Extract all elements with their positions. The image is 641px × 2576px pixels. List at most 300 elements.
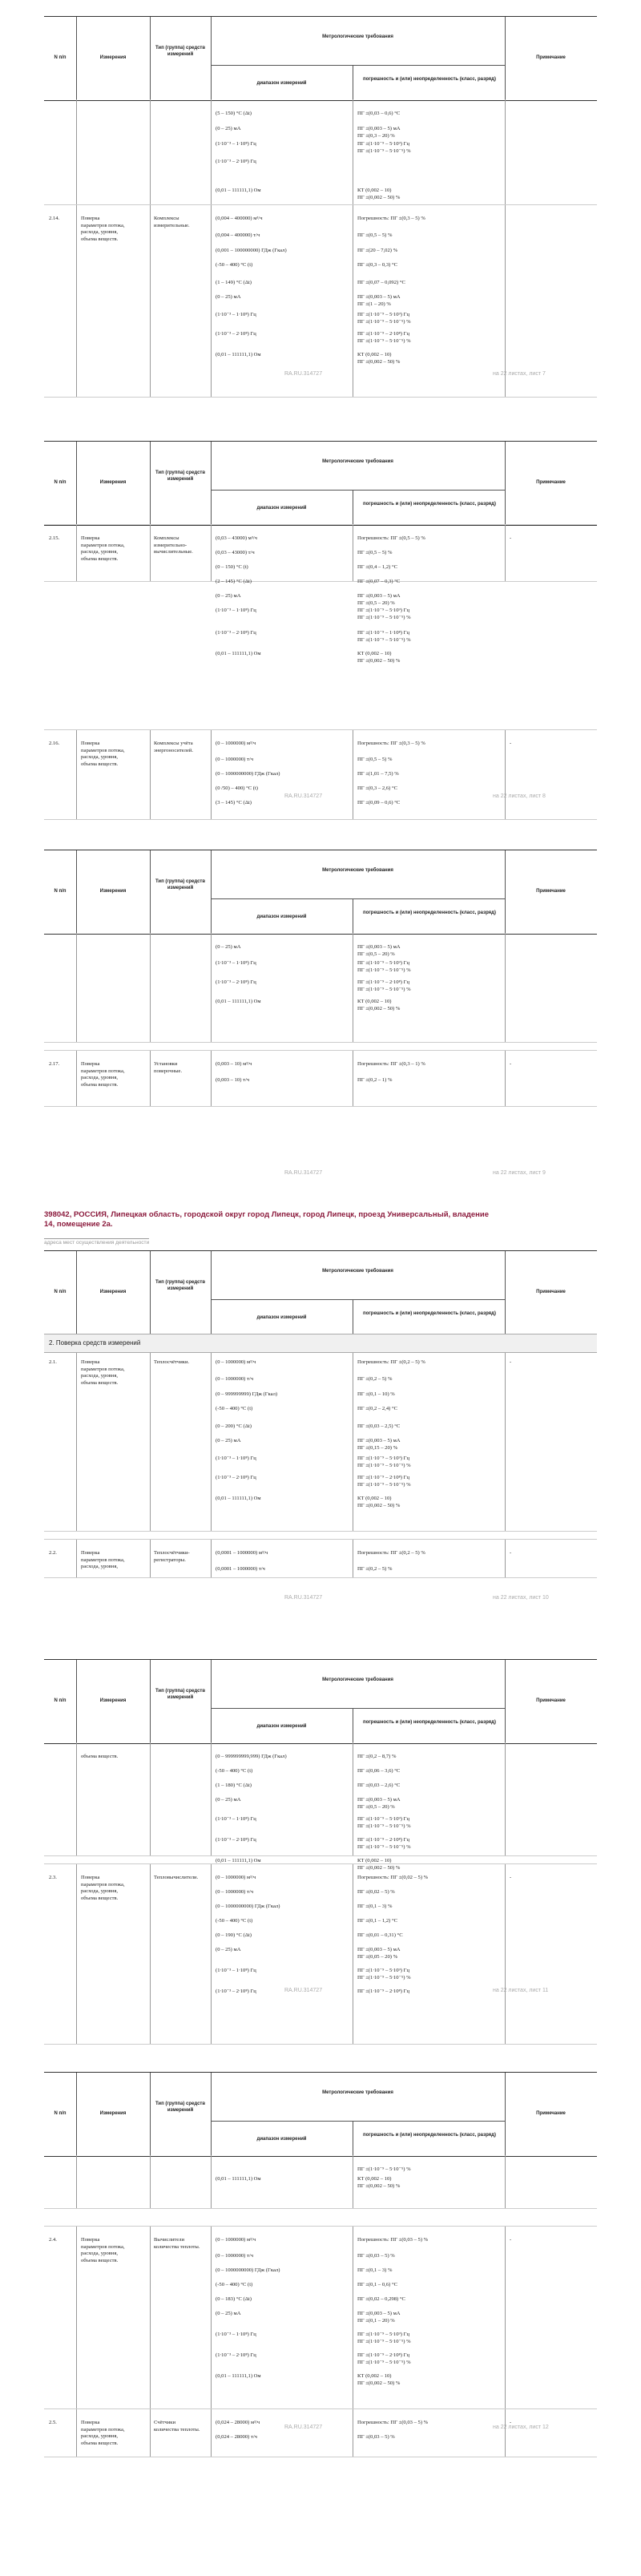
range-value: (0 – 25) мА bbox=[216, 294, 241, 300]
header-num: N п/п bbox=[54, 889, 67, 894]
range-value: (1∙10⁻³ – 2∙10⁸) Гц bbox=[216, 630, 256, 636]
header-range: диапазон измерений bbox=[256, 1724, 307, 1729]
header-divider bbox=[211, 1251, 212, 1334]
row-divider bbox=[76, 1348, 77, 1531]
header-error: погрешность и (или) неопределенность (класс, разряд) bbox=[363, 1720, 496, 1725]
range-value: (0 – 25) мА bbox=[216, 126, 241, 131]
row-separator bbox=[44, 1106, 597, 1107]
error-value: КТ (0,002 – 10) ПГ ±(0,002 – 50) % bbox=[357, 1858, 401, 1871]
error-value: ПГ ±(1∙10⁻⁹ – 5∙10⁹) Гц ПГ ±(1∙10⁻⁹ – 5∙10⁻⁵) % bbox=[357, 1456, 411, 1468]
error-value: КТ (0,002 – 10) ПГ ±(0,002 – 50) % bbox=[357, 352, 401, 365]
row-divider bbox=[150, 933, 151, 1042]
row-divider bbox=[211, 99, 212, 204]
row-number: 2.4. bbox=[49, 2237, 57, 2243]
row-divider bbox=[150, 2155, 151, 2208]
range-value: (0 – 150) °С (t) bbox=[216, 564, 248, 570]
range-value: (0 – 999999999,999) ГДж (Гкал) bbox=[216, 1754, 287, 1759]
header-type: Тип (группа) средств измерений bbox=[155, 1280, 206, 1291]
header-note: Примечание bbox=[536, 1290, 566, 1294]
error-value: ПГ ±(0,07 – 0,092) °С bbox=[357, 280, 405, 285]
range-value: (0,01 – 111111,1) Ом bbox=[216, 999, 261, 1004]
range-value: (0 – 25) мА bbox=[216, 944, 241, 950]
error-value: ПГ ±(0,5 – 5) % bbox=[357, 232, 393, 238]
range-value: (0,004 – 400000) м³/ч bbox=[216, 216, 263, 221]
range-value: (1 – 149) °С (Δt) bbox=[216, 280, 252, 285]
error-value: Погрешность: ПГ ±(0,2 – 5) % bbox=[357, 1359, 425, 1365]
row-type: Тепловычислители. bbox=[154, 1875, 199, 1880]
range-value: (1∙10⁻³ – 1∙10⁸) Гц bbox=[216, 2332, 256, 2337]
row-number: 2.15. bbox=[49, 535, 60, 541]
error-value: ПГ ±(0,1 – 1,2) °С bbox=[357, 1918, 397, 1924]
error-value: Погрешность: ПГ ±(0,03 – 5) % bbox=[357, 2237, 429, 2243]
error-value: Погрешность: ПГ ±(0,3 – 5) % bbox=[357, 741, 425, 746]
row-note: - bbox=[510, 535, 512, 541]
row-separator bbox=[44, 1855, 597, 1856]
header-error: погрешность и (или) неопределенность (класс, разряд) bbox=[363, 2133, 496, 2138]
header-rule bbox=[211, 1708, 505, 1709]
header-measurements: Измерения bbox=[99, 889, 127, 894]
header-error: погрешность и (или) неопределенность (класс, разряд) bbox=[363, 1311, 496, 1316]
document-page bbox=[44, 441, 597, 805]
error-value: ПГ ±(0,03 – 2,6) °С bbox=[357, 1783, 401, 1788]
error-value: ПГ ±(1∙10⁻⁹ – 1∙10⁸) Гц ПГ ±(1∙10⁻⁹ – 5∙10⁻⁵) % bbox=[357, 630, 411, 643]
row-type: Счётчики количества теплоты. bbox=[154, 2420, 200, 2433]
range-value: (0 – 25) мА bbox=[216, 593, 241, 599]
range-value: (0,004 – 400000) т/ч bbox=[216, 232, 260, 238]
header-measurements: Измерения bbox=[99, 480, 127, 485]
error-value: ПГ ±(0,02 – 5) % bbox=[357, 1889, 395, 1895]
range-value: (2 – 145) °С (Δt) bbox=[216, 579, 252, 584]
footer-page-number: на 22 листах, лист 10 bbox=[493, 1595, 549, 1601]
range-value: (1∙10⁻³ – 1∙10⁸) Гц bbox=[216, 1968, 256, 1973]
error-value: ПГ ±(0,4 – 1,2) °С bbox=[357, 564, 397, 570]
header-metro: Метрологические требования bbox=[322, 34, 393, 39]
row-separator bbox=[44, 524, 597, 525]
range-value: (0,01 – 111111,1) Ом bbox=[216, 352, 261, 357]
error-value: ПГ ±(0,2 – 5) % bbox=[357, 1376, 393, 1382]
address-heading: 398042, РОССИЯ, Липецкая область, городской округ город Липецк, город Липецк, проезд Универсальный, владение 14, помещение 2а. bbox=[44, 1210, 490, 1229]
header-type: Тип (группа) средств измерений bbox=[155, 1689, 206, 1700]
header-type: Тип (группа) средств измерений bbox=[155, 46, 206, 57]
range-value: (1∙10⁻³ – 2∙10⁸) Гц bbox=[216, 1989, 256, 1994]
error-value: ПГ ±(1∙10⁻⁹ – 5∙10⁻⁵) % bbox=[357, 2166, 411, 2172]
header-range: диапазон измерений bbox=[256, 81, 307, 86]
header-measurements: Измерения bbox=[99, 1698, 127, 1703]
range-value: (0,003 – 10) т/ч bbox=[216, 1077, 250, 1083]
row-measurement: объема веществ. bbox=[81, 1754, 119, 1759]
range-value: (1∙10⁻³ – 2∙10⁸) Гц bbox=[216, 159, 256, 164]
footer-page-number: на 22 листах, лист 7 bbox=[493, 371, 546, 377]
row-note: - bbox=[510, 2237, 512, 2243]
row-type: Теплосчётчики. bbox=[154, 1359, 190, 1365]
row-divider bbox=[76, 2226, 77, 2408]
header-note: Примечание bbox=[536, 55, 566, 60]
error-value: ПГ ±(1∙10⁻⁹ – 5∙10⁹) Гц ПГ ±(1∙10⁻⁹ – 5∙10⁻⁵) % bbox=[357, 2332, 411, 2344]
error-value: ПГ ±(1∙10⁻⁹ – 2∙10⁸) Гц ПГ ±(1∙10⁻⁹ – 5∙10⁻⁵) % bbox=[357, 1837, 411, 1850]
range-value: (1∙10⁻³ – 2∙10⁸) Гц bbox=[216, 2352, 256, 2358]
range-value: (-50 – 400) °С (t) bbox=[216, 2282, 253, 2287]
error-value: ПГ ±(1∙10⁻⁹ – 2∙10⁸) Гц ПГ ±(1∙10⁻⁹ – 5∙10⁻⁵) % bbox=[357, 979, 411, 992]
error-value: ПГ ±(0,2 – 8,7) % bbox=[357, 1754, 397, 1759]
row-note: - bbox=[510, 1550, 512, 1556]
row-type: Комплексы измерительно- вычислительные. bbox=[154, 535, 193, 555]
row-measurement: Поверка параметров потока, расхода, уровня, объема веществ. bbox=[81, 216, 125, 242]
row-divider bbox=[211, 204, 212, 397]
range-value: (0,01 – 111111,1) Ом bbox=[216, 2373, 261, 2379]
row-separator bbox=[44, 1577, 597, 1578]
range-value: (0,01 – 111111,1) Ом bbox=[216, 1496, 261, 1501]
row-number: 2.3. bbox=[49, 1875, 57, 1880]
range-value: (0,024 – 28000) м³/ч bbox=[216, 2420, 260, 2425]
error-value: ПГ ±(1∙10⁻⁹ – 5∙10⁹) Гц ПГ ±(1∙10⁻⁹ – 5∙10⁻⁵) % bbox=[357, 312, 411, 325]
row-number: 2.1. bbox=[49, 1359, 57, 1365]
error-value: ПГ ±(0,003 – 5) мА ПГ ±(0,3 – 20) % bbox=[357, 126, 401, 139]
error-value: Погрешность: ПГ ±(0,3 – 1) % bbox=[357, 1061, 425, 1067]
header-num: N п/п bbox=[54, 480, 67, 485]
footer-registration: RA.RU.314727 bbox=[284, 2425, 323, 2430]
row-measurement: Поверка параметров потока, расхода, уровня, объема веществ. bbox=[81, 1359, 125, 1386]
row-separator bbox=[44, 1863, 597, 1864]
header-note: Примечание bbox=[536, 1698, 566, 1703]
row-separator bbox=[44, 819, 597, 820]
row-divider bbox=[76, 1050, 77, 1106]
header-type: Тип (группа) средств измерений bbox=[155, 2102, 206, 2113]
error-value: ПГ ±(1∙10⁻⁹ – 2∙10⁸) Гц bbox=[357, 1989, 409, 1994]
row-measurement: Поверка параметров потока, расхода, уровня, объема веществ. bbox=[81, 535, 125, 562]
header-measurements: Измерения bbox=[99, 1290, 127, 1294]
row-note: - bbox=[510, 1061, 512, 1067]
range-value: (0 – 999999999) ГДж (Гкал) bbox=[216, 1391, 278, 1397]
range-value: (-50 – 400) °С (t) bbox=[216, 1918, 253, 1924]
range-value: (0 – 1000000000) ГДж (Гкал) bbox=[216, 771, 280, 777]
header-num: N п/п bbox=[54, 55, 67, 60]
error-value: ПГ ±(1∙10⁻⁹ – 5∙10⁹) Гц ПГ ±(1∙10⁻⁹ – 5∙10⁻⁵) % bbox=[357, 1968, 411, 1980]
range-value: (0 – 1000000000) ГДж (Гкал) bbox=[216, 1904, 280, 1909]
error-value: ПГ ±(1∙10⁻⁹ – 2∙10⁸) Гц ПГ ±(1∙10⁻⁹ – 5∙10⁻⁵) % bbox=[357, 331, 411, 344]
row-divider bbox=[76, 933, 77, 1042]
row-note: - bbox=[510, 741, 512, 746]
row-divider bbox=[211, 1742, 212, 1855]
error-value: КТ (0,002 – 10) ПГ ±(0,002 – 50) % bbox=[357, 2373, 401, 2386]
error-value: ПГ ±(0,01 – 0,31) °С bbox=[357, 1932, 403, 1938]
table-header bbox=[44, 441, 597, 526]
document-page bbox=[44, 1250, 597, 1606]
error-value: Погрешность: ПГ ±(0,03 – 5) % bbox=[357, 2420, 429, 2425]
row-separator bbox=[44, 2408, 597, 2409]
range-value: (1∙10⁻³ – 1∙10⁸) Гц bbox=[216, 1816, 256, 1822]
error-value: ПГ ±(0,03 – 5) % bbox=[357, 2253, 395, 2259]
range-value: (1∙10⁻³ – 1∙10⁸) Гц bbox=[216, 1456, 256, 1461]
document-page bbox=[44, 850, 597, 1181]
range-value: (-50 – 400) °С (t) bbox=[216, 1406, 253, 1411]
row-number: 2.17. bbox=[49, 1061, 60, 1067]
error-value: ПГ ±(0,03 – 5) % bbox=[357, 2434, 395, 2440]
range-value: (1 – 180) °С (Δt) bbox=[216, 1783, 252, 1788]
range-value: (0 – 1000000) т/ч bbox=[216, 757, 254, 762]
range-value: (0 – 200) °С (Δt) bbox=[216, 1423, 252, 1429]
row-measurement: Поверка параметров потока, расхода, уровня, объема веществ. bbox=[81, 1875, 125, 1901]
header-range: диапазон измерений bbox=[256, 1315, 307, 1320]
error-value: ПГ ±(0,003 – 5) мА ПГ ±(0,15 – 20) % bbox=[357, 1438, 401, 1451]
header-divider bbox=[211, 17, 212, 100]
row-divider bbox=[211, 2226, 212, 2408]
range-value: (0 – 1000000) м³/ч bbox=[216, 1359, 256, 1365]
header-metro: Метрологические требования bbox=[322, 459, 393, 464]
row-divider bbox=[211, 1050, 212, 1106]
error-value: КТ (0,002 – 10) ПГ ±(0,002 – 50) % bbox=[357, 188, 401, 200]
header-num: N п/п bbox=[54, 1290, 67, 1294]
row-divider bbox=[150, 1742, 151, 1855]
row-separator bbox=[44, 1050, 597, 1051]
header-num: N п/п bbox=[54, 1698, 67, 1703]
error-value: ПГ ±(0,003 – 5) мА ПГ ±(0,5 – 20) % bbox=[357, 944, 401, 957]
range-value: (0 – 183) °С (Δt) bbox=[216, 2296, 252, 2302]
range-value: (0 – 1000000000) ГДж (Гкал) bbox=[216, 2267, 280, 2273]
row-note: - bbox=[510, 1359, 512, 1365]
header-measurements: Измерения bbox=[99, 55, 127, 60]
error-value: КТ (0,002 – 10) ПГ ±(0,002 – 50) % bbox=[357, 651, 401, 664]
range-value: (1∙10⁻³ – 1∙10⁸) Гц bbox=[216, 141, 256, 147]
row-number: 2.14. bbox=[49, 216, 60, 221]
row-number: 2.2. bbox=[49, 1550, 57, 1556]
header-divider bbox=[150, 442, 151, 525]
range-value: (-50 – 400) °С (t) bbox=[216, 1768, 253, 1774]
range-value: (1∙10⁻³ – 1∙10⁸) Гц bbox=[216, 608, 256, 613]
error-value: ПГ ±(0,3 – 2,6) °С bbox=[357, 785, 397, 791]
header-divider bbox=[211, 1660, 212, 1743]
error-value: ПГ ±(0,02 – 0,298) °С bbox=[357, 2296, 405, 2302]
footer-registration: RA.RU.314727 bbox=[284, 1595, 323, 1601]
error-value: ПГ ±(0,1 – 3) % bbox=[357, 2267, 393, 2273]
range-value: (0 – 1000000) м³/ч bbox=[216, 2237, 256, 2243]
row-separator bbox=[44, 2208, 597, 2209]
error-value: Погрешность: ПГ ±(0,2 – 5) % bbox=[357, 1550, 425, 1556]
table-header bbox=[44, 2072, 597, 2157]
range-value: (3 – 145) °С (Δt) bbox=[216, 800, 252, 806]
header-note: Примечание bbox=[536, 2111, 566, 2116]
footer-registration: RA.RU.314727 bbox=[284, 793, 323, 799]
header-num: N п/п bbox=[54, 2111, 67, 2116]
row-divider bbox=[76, 729, 77, 819]
header-rule bbox=[211, 2121, 505, 2122]
row-divider bbox=[211, 933, 212, 1042]
row-number: 2.5. bbox=[49, 2420, 57, 2425]
header-error: погрешность и (или) неопределенность (класс, разряд) bbox=[363, 502, 496, 507]
footer-page-number: на 22 листах, лист 11 bbox=[493, 1988, 549, 1993]
range-value: (0,03 – 43000) м³/ч bbox=[216, 535, 257, 541]
error-value: ПГ ±(1,01 – 7,5) % bbox=[357, 771, 399, 777]
row-type: Теплосчётчики- регистраторы. bbox=[154, 1550, 190, 1563]
footer-page-number: на 22 листах, лист 8 bbox=[493, 793, 546, 799]
row-divider bbox=[150, 1539, 151, 1577]
range-value: (0 – 1000000) т/ч bbox=[216, 1889, 254, 1895]
error-value: ПГ ±(0,1 – 3) % bbox=[357, 1904, 393, 1909]
header-divider bbox=[150, 1251, 151, 1334]
range-value: (0 – 1000000) м³/ч bbox=[216, 741, 256, 746]
table-header bbox=[44, 16, 597, 101]
row-separator bbox=[44, 1539, 597, 1540]
error-value: ПГ ±(0,1 – 0,6) °С bbox=[357, 2282, 397, 2287]
range-value: (0 – 25) мА bbox=[216, 1797, 241, 1803]
range-value: (0,024 – 28000) т/ч bbox=[216, 2434, 257, 2440]
row-measurement: Поверка параметров потока, расхода, уровня, объема веществ. bbox=[81, 2420, 125, 2446]
header-error: погрешность и (или) неопределенность (класс, разряд) bbox=[363, 77, 496, 82]
row-note: - bbox=[510, 1875, 512, 1880]
row-measurement: Поверка параметров потока, расхода, уровня, объема веществ. bbox=[81, 1061, 125, 1088]
table-header bbox=[44, 850, 597, 935]
row-divider bbox=[76, 2408, 77, 2457]
row-divider bbox=[150, 1348, 151, 1531]
address-subtitle: адреса мест осуществления деятельности bbox=[44, 1240, 150, 1246]
error-value: ПГ ±(1∙10⁻⁹ – 2∙10⁸) Гц ПГ ±(1∙10⁻⁹ – 5∙10⁻⁵) % bbox=[357, 2352, 411, 2365]
row-separator bbox=[44, 729, 597, 730]
row-divider bbox=[211, 1348, 212, 1531]
row-measurement: Поверка параметров потока, расхода, уровня, объема веществ. bbox=[81, 2237, 125, 2263]
error-value: ПГ ±(0,003 – 5) мА ПГ ±(0,5 – 20) % bbox=[357, 593, 401, 606]
range-value: (0,0001 – 1000000) м³/ч bbox=[216, 1550, 268, 1556]
document-page bbox=[44, 1659, 597, 1999]
range-value: (0,01 – 111111,1) Ом bbox=[216, 1858, 261, 1863]
range-value: (0 – 25) мА bbox=[216, 1947, 241, 1952]
header-divider bbox=[150, 1660, 151, 1743]
row-divider bbox=[150, 1050, 151, 1106]
footer-page-number: на 22 листах, лист 9 bbox=[493, 1170, 546, 1176]
error-value: ПГ ±(0,03 – 0,6) °С bbox=[357, 111, 401, 116]
error-value: ПГ ±(0,07 – 0,3) °С bbox=[357, 579, 401, 584]
error-value: ПГ ±(1∙10⁻⁹ – 5∙10⁹) Гц ПГ ±(1∙10⁻⁹ – 5∙10⁻⁵) % bbox=[357, 960, 411, 973]
range-value: (0,01 – 111111,1) Ом bbox=[216, 188, 261, 193]
error-value: КТ (0,002 – 10) ПГ ±(0,002 – 50) % bbox=[357, 2176, 401, 2189]
document-page bbox=[44, 16, 597, 382]
header-range: диапазон измерений bbox=[256, 2137, 307, 2142]
error-value: ПГ ±(0,2 – 2,4) °С bbox=[357, 1406, 397, 1411]
error-value: ПГ ±(0,09 – 0,6) °С bbox=[357, 800, 401, 806]
error-value: ПГ ±(1∙10⁻⁹ – 5∙10⁹) Гц ПГ ±(1∙10⁻⁹ – 5∙10⁻⁵) % bbox=[357, 1816, 411, 1829]
row-type: Комплексы учёта энергоносителей. bbox=[154, 741, 194, 753]
row-separator bbox=[44, 1531, 597, 1532]
range-value: (0 – 25) мА bbox=[216, 1438, 241, 1443]
header-measurements: Измерения bbox=[99, 2111, 127, 2116]
row-separator bbox=[44, 2226, 597, 2227]
row-measurement: Поверка параметров потока, расхода, уровня, объема веществ. bbox=[81, 741, 125, 767]
row-measurement: Поверка параметров потока, расхода, уровня, bbox=[81, 1550, 125, 1570]
error-value: ПГ ±(0,5 – 5) % bbox=[357, 550, 393, 555]
error-value: Погрешность: ПГ ±(0,3 – 5) % bbox=[357, 216, 425, 221]
header-type: Тип (группа) средств измерений bbox=[155, 879, 206, 890]
header-divider bbox=[150, 850, 151, 934]
error-value: ПГ ±(20 – 7,02) % bbox=[357, 248, 398, 253]
error-value: ПГ ±(0,003 – 5) мА ПГ ±(0,5 – 20) % bbox=[357, 1797, 401, 1810]
row-divider bbox=[76, 1742, 77, 1855]
range-value: (1∙10⁻³ – 1∙10⁸) Гц bbox=[216, 312, 256, 317]
header-metro: Метрологические требования bbox=[322, 2090, 393, 2095]
table-header bbox=[44, 1250, 597, 1335]
error-value: ПГ ±(0,2 – 1) % bbox=[357, 1077, 393, 1083]
range-value: (0,001 – 100000000) ГДж (Гкал) bbox=[216, 248, 287, 253]
row-divider bbox=[76, 524, 77, 581]
row-divider bbox=[150, 1863, 151, 2044]
header-rule bbox=[211, 898, 505, 899]
range-value: (0 /50) – 400) °С (t) bbox=[216, 785, 258, 791]
error-value: ПГ ±(0,5 – 5) % bbox=[357, 757, 393, 762]
footer-registration: RA.RU.314727 bbox=[284, 1170, 323, 1176]
row-divider bbox=[76, 204, 77, 397]
header-note: Примечание bbox=[536, 889, 566, 894]
document-page bbox=[44, 2072, 597, 2446]
range-value: (0 – 190) °С (Δt) bbox=[216, 1932, 252, 1938]
error-value: ПГ ±(0,1 – 10) % bbox=[357, 1391, 395, 1397]
header-rule bbox=[211, 65, 505, 66]
error-value: ПГ ±(1∙10⁻⁹ – 5∙10⁹) Гц ПГ ±(1∙10⁻⁹ – 5∙10⁻⁵) % bbox=[357, 141, 411, 154]
range-value: (0,03 – 43000) т/ч bbox=[216, 550, 255, 555]
error-value: ПГ ±(0,003 – 5) мА ПГ ±(1 – 20) % bbox=[357, 294, 401, 307]
error-value: Погрешность: ПГ ±(0,02 – 5) % bbox=[357, 1875, 429, 1880]
footer-registration: RA.RU.314727 bbox=[284, 371, 323, 377]
row-note: - bbox=[510, 2420, 512, 2425]
header-divider bbox=[211, 850, 212, 934]
header-error: погрешность и (или) неопределенность (класс, разряд) bbox=[363, 910, 496, 915]
footer-page-number: на 22 листах, лист 12 bbox=[493, 2425, 549, 2430]
error-value: ПГ ±(0,06 – 3,6) °С bbox=[357, 1768, 401, 1774]
row-separator bbox=[44, 2044, 597, 2045]
row-type: Установки поверочные. bbox=[154, 1061, 183, 1074]
range-value: (0 – 1000000) т/ч bbox=[216, 2253, 254, 2259]
header-range: диапазон измерений bbox=[256, 915, 307, 919]
error-value: ПГ ±(1∙10⁻⁹ – 5∙10⁹) Гц ПГ ±(1∙10⁻⁹ – 5∙10⁻⁵) % bbox=[357, 608, 411, 620]
range-value: (1∙10⁻³ – 2∙10⁸) Гц bbox=[216, 331, 256, 337]
row-type: Вычислители количества теплоты. bbox=[154, 2237, 200, 2250]
range-value: (0 – 25) мА bbox=[216, 2311, 241, 2316]
error-value: ПГ ±(0,003 – 5) мА ПГ ±(0,1 – 20) % bbox=[357, 2311, 401, 2324]
range-value: (0,003 – 10) м³/ч bbox=[216, 1061, 252, 1067]
row-divider bbox=[150, 204, 151, 397]
table-header bbox=[44, 1659, 597, 1744]
error-value: КТ (0,002 – 10) ПГ ±(0,002 – 50) % bbox=[357, 1496, 401, 1508]
header-divider bbox=[150, 2073, 151, 2156]
header-note: Примечание bbox=[536, 480, 566, 485]
row-divider bbox=[505, 2408, 506, 2457]
header-metro: Метрологические требования bbox=[322, 868, 393, 873]
range-value: (0,0001 – 1000000) т/ч bbox=[216, 1566, 265, 1572]
header-rule bbox=[211, 490, 505, 491]
row-separator bbox=[44, 1042, 597, 1043]
range-value: (0,01 – 111111,1) Ом bbox=[216, 2176, 261, 2182]
range-value: (1∙10⁻³ – 2∙10⁸) Гц bbox=[216, 979, 256, 985]
section-heading: 2. Поверка средств измерений bbox=[44, 1334, 597, 1353]
row-divider bbox=[150, 729, 151, 819]
row-divider bbox=[211, 2155, 212, 2208]
row-divider bbox=[76, 99, 77, 204]
header-range: диапазон измерений bbox=[256, 506, 307, 511]
row-divider bbox=[150, 2408, 151, 2457]
header-divider bbox=[211, 2073, 212, 2156]
error-value: КТ (0,002 – 10) ПГ ±(0,002 – 50) % bbox=[357, 999, 401, 1011]
range-value: (1∙10⁻³ – 1∙10⁸) Гц bbox=[216, 960, 256, 966]
header-type: Тип (группа) средств измерений bbox=[155, 470, 206, 482]
range-value: (0,01 – 111111,1) Ом bbox=[216, 651, 261, 656]
row-divider bbox=[150, 524, 151, 581]
error-value: ПГ ±(0,2 – 5) % bbox=[357, 1566, 393, 1572]
error-value: ПГ ±(0,03 – 2,5) °С bbox=[357, 1423, 401, 1429]
row-separator bbox=[44, 397, 597, 398]
row-number: 2.16. bbox=[49, 741, 60, 746]
row-divider bbox=[150, 99, 151, 204]
error-value: ПГ ±(1∙10⁻⁹ – 2∙10⁸) Гц ПГ ±(1∙10⁻⁹ – 5∙10⁻⁵) % bbox=[357, 1475, 411, 1488]
row-divider bbox=[150, 2226, 151, 2408]
range-value: (1∙10⁻³ – 2∙10⁸) Гц bbox=[216, 1475, 256, 1480]
header-divider bbox=[150, 17, 151, 100]
row-divider bbox=[76, 1539, 77, 1577]
